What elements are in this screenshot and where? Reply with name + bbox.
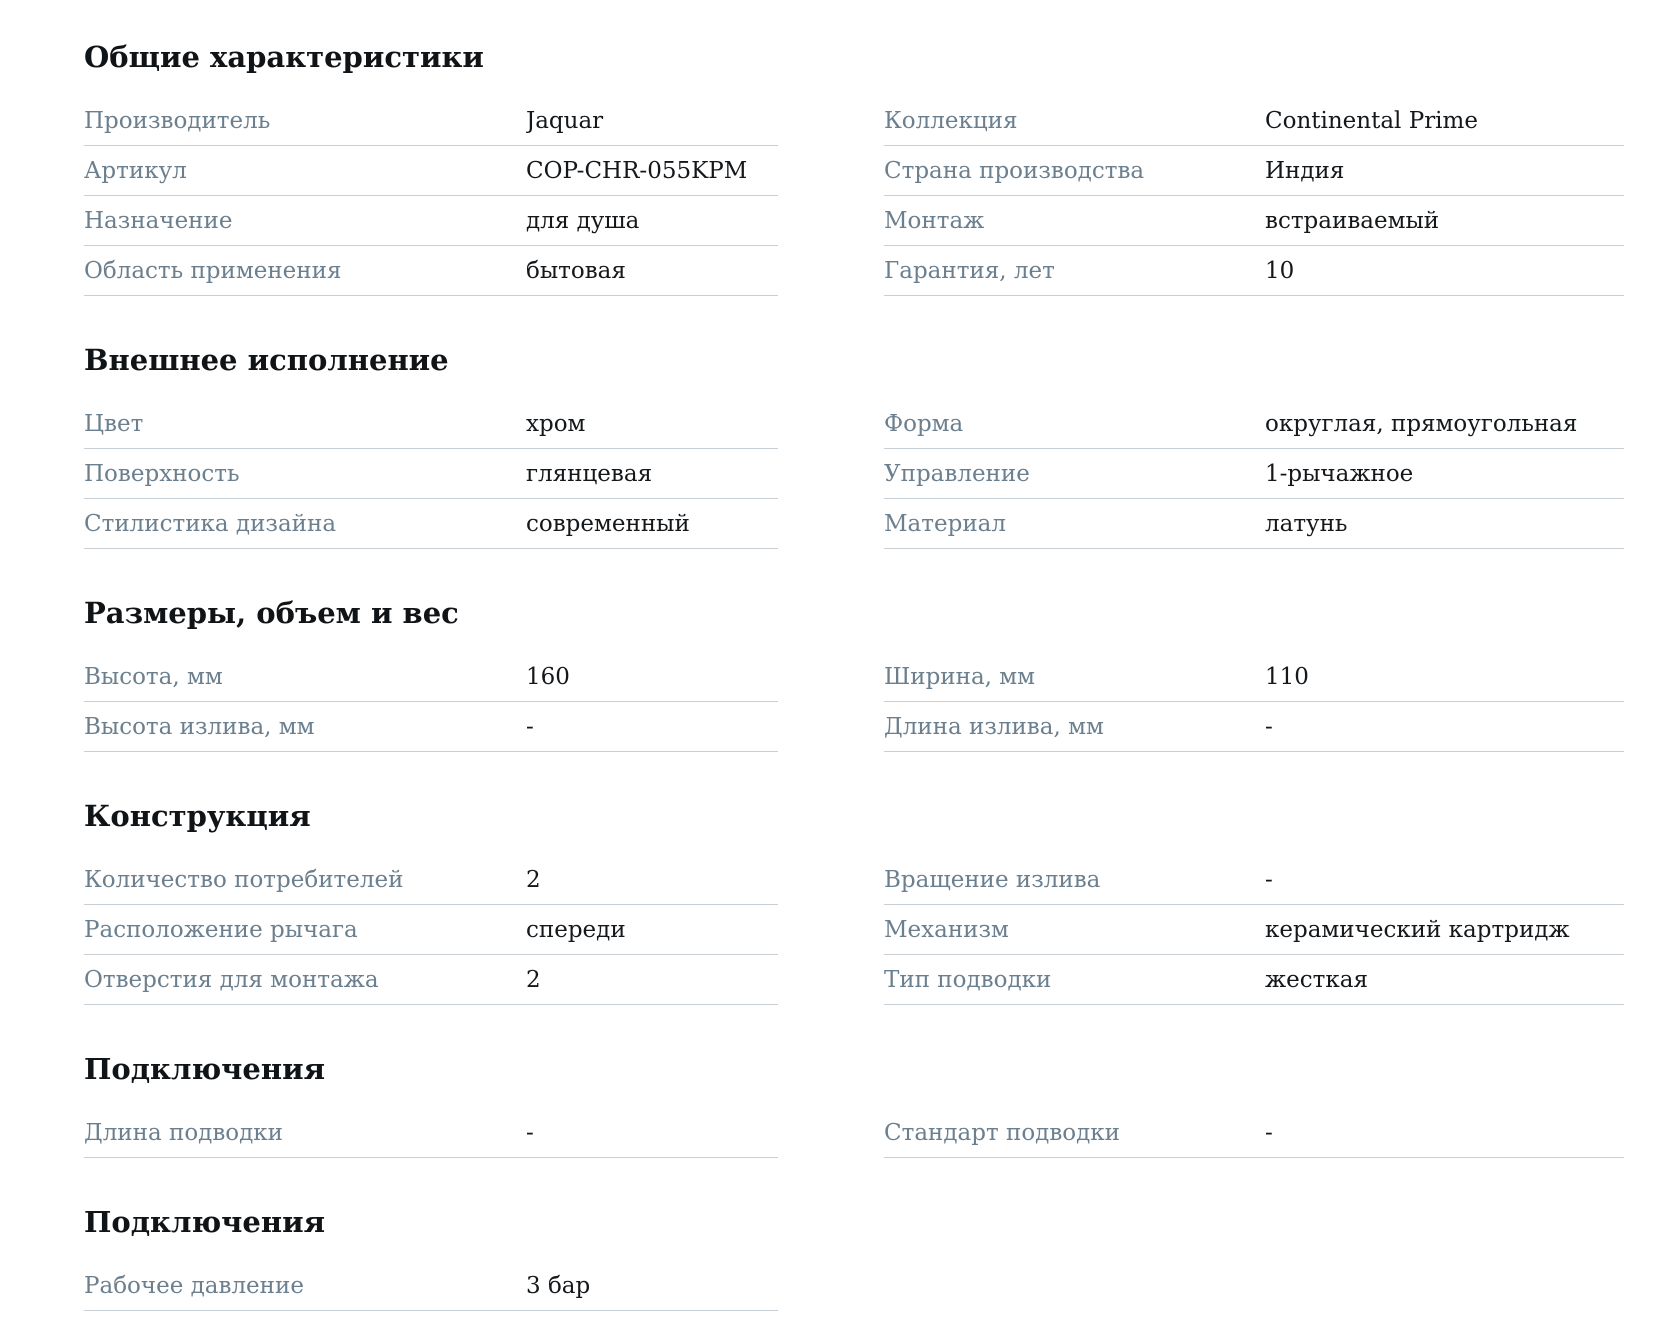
spec-grid [84, 96, 1624, 296]
spec-label: Механизм [884, 916, 1009, 943]
spec-row-supply-standard [884, 1108, 1624, 1158]
spec-value: встраиваемый [1265, 207, 1440, 234]
spec-value: 2 [526, 966, 541, 993]
spec-value: COP-CHR-055KPM [526, 157, 748, 184]
spec-value: - [526, 713, 534, 740]
section-general [84, 38, 1624, 296]
spec-label: Производитель [84, 107, 271, 134]
spec-row-consumers [84, 855, 778, 905]
section-title: Внешнее исполнение [84, 343, 449, 377]
section-appearance [84, 341, 1624, 549]
spec-row-mechanism [884, 905, 1624, 955]
specifications-sheet [84, 0, 1624, 1311]
spec-row-control [884, 449, 1624, 499]
spec-row-article [84, 146, 778, 196]
spec-row-manufacturer [84, 96, 778, 146]
spec-row-supply-type [884, 955, 1624, 1005]
spec-value: керамический картридж [1265, 916, 1570, 943]
spec-label: Форма [884, 410, 964, 437]
spec-label: Вращение излива [884, 866, 1101, 893]
spec-row-warranty [884, 246, 1624, 296]
spec-label: Управление [884, 460, 1030, 487]
spec-label: Высота излива, мм [84, 713, 315, 740]
spec-row-surface [84, 449, 778, 499]
spec-value: - [1265, 713, 1273, 740]
spec-value: Индия [1265, 157, 1345, 184]
spec-row-color [84, 399, 778, 449]
spec-row-spout-length [884, 702, 1624, 752]
spec-label: Длина подводки [84, 1119, 283, 1146]
spec-label: Артикул [84, 157, 187, 184]
section-connections [84, 1050, 1624, 1158]
spec-row-mounting [884, 196, 1624, 246]
spec-row-height [84, 652, 778, 702]
spec-label: Расположение рычага [84, 916, 358, 943]
spec-row-application [84, 246, 778, 296]
spec-label: Область применения [84, 257, 342, 284]
spec-label: Высота, мм [84, 663, 223, 690]
spec-value: - [1265, 866, 1273, 893]
spec-row-purpose [84, 196, 778, 246]
section-title: Конструкция [84, 799, 311, 833]
spec-label: Гарантия, лет [884, 257, 1055, 284]
spec-row-shape [884, 399, 1624, 449]
spec-label: Страна производства [884, 157, 1145, 184]
spec-value: округлая, прямоугольная [1265, 410, 1578, 437]
spec-value: 3 бар [526, 1272, 591, 1299]
spec-label: Назначение [84, 207, 233, 234]
spec-value: хром [526, 410, 586, 437]
section-title: Общие характеристики [84, 40, 484, 74]
spec-value: 10 [1265, 257, 1295, 284]
spec-row-width [884, 652, 1624, 702]
spec-row-country [884, 146, 1624, 196]
spec-value: глянцевая [526, 460, 653, 487]
section-title: Размеры, объем и вес [84, 596, 459, 630]
spec-value: современный [526, 510, 690, 537]
spec-value: 1-рычажное [1265, 460, 1414, 487]
spec-value: бытовая [526, 257, 626, 284]
spec-grid [84, 652, 1624, 752]
spec-grid [84, 1108, 1624, 1158]
spec-row-working-pressure [84, 1261, 778, 1311]
spec-grid [84, 399, 1624, 549]
spec-grid [84, 1261, 1624, 1311]
spec-value: для душа [526, 207, 640, 234]
spec-row-supply-length [84, 1108, 778, 1158]
spec-row-lever-position [84, 905, 778, 955]
spec-value: 160 [526, 663, 570, 690]
spec-label: Поверхность [84, 460, 240, 487]
spec-label: Коллекция [884, 107, 1018, 134]
spec-value: 110 [1265, 663, 1309, 690]
spec-label: Монтаж [884, 207, 985, 234]
section-title: Подключения [84, 1052, 326, 1086]
spec-row-material [884, 499, 1624, 549]
spec-row-spout-height [84, 702, 778, 752]
spec-row-collection [884, 96, 1624, 146]
spec-value: спереди [526, 916, 626, 943]
section-construction [84, 797, 1624, 1005]
spec-label: Количество потребителей [84, 866, 404, 893]
spec-value: - [1265, 1119, 1273, 1146]
spec-value: Jaquar [526, 107, 604, 134]
spec-row-spout-rotation [884, 855, 1624, 905]
spec-value: Continental Prime [1265, 107, 1478, 134]
spec-grid [84, 855, 1624, 1005]
spec-label: Цвет [84, 410, 144, 437]
spec-value: 2 [526, 866, 541, 893]
spec-label: Длина излива, мм [884, 713, 1104, 740]
spec-label: Ширина, мм [884, 663, 1036, 690]
section-dimensions [84, 594, 1624, 752]
section-connections-pressure [84, 1203, 1624, 1311]
spec-label: Стилистика дизайна [84, 510, 337, 537]
spec-label: Рабочее давление [84, 1272, 304, 1299]
section-title: Подключения [84, 1205, 326, 1239]
spec-value: - [526, 1119, 534, 1146]
spec-row-mounting-holes [84, 955, 778, 1005]
spec-value: жесткая [1265, 966, 1368, 993]
spec-value: латунь [1265, 510, 1348, 537]
spec-label: Материал [884, 510, 1006, 537]
spec-row-design-style [84, 499, 778, 549]
spec-label: Стандарт подводки [884, 1119, 1120, 1146]
spec-label: Тип подводки [884, 966, 1052, 993]
spec-label: Отверстия для монтажа [84, 966, 379, 993]
